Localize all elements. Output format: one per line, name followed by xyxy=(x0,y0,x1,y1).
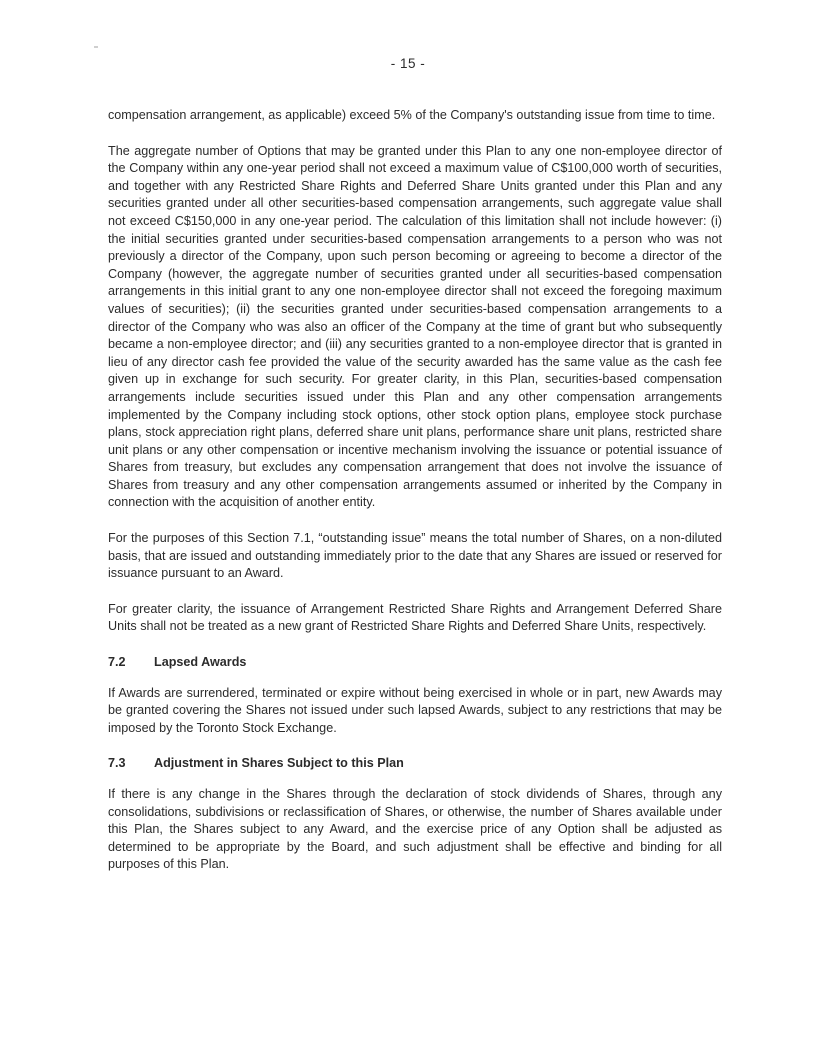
paragraph-director-limit: The aggregate number of Options that may be granted under this Plan to any one non-employee director of the Company within any one-year period shall not exceed a maximum value of C$100,000 worth of securities, and together with any Restricted Share Rights and Deferred Share Units granted under this Plan and any securities granted under all other securities-based compensation arrangements, such aggregate value shall not exceed C$150,000 in any one-year period. The calculation of this limitation shall not include however: (i) the initial securities granted under securities-based compensation arrangements to a person who was not previously a director of the Company, upon such person becoming or agreeing to become a director of the Company (however, the aggregate number of securities granted under all securities-based compensation arrangements in this initial grant to any one non-employee director shall not exceed the foregoing maximum values of securities); (ii) the securities granted under securities-based compensation arrangements to a director of the Company who was also an officer of the Company at the time of grant but who subsequently became a non-employee director; and (iii) any securities granted to a non-employee director that is granted in lieu of any director cash fee provided the value of the security awarded has the same value as the cash fee given up in exchange for such security. For greater clarity, in this Plan, securities-based compensation arrangements include securities issued under this Plan and any other compensation arrangements implemented by the Company including stock options, other stock option plans, employee stock purchase plans, stock appreciation right plans, deferred share unit plans, performance share unit plans, restricted share unit plans or any other compensation or incentive mechanism involving the issuance or potential issuance of Shares from treasury, but excludes any compensation arrangement that does not involve the issuance of Shares from treasury and any other compensation arrangements assumed or inherited by the Company in connection with the acquisition of another entity. xyxy=(108,143,722,510)
scan-artifact xyxy=(94,46,98,48)
document-body xyxy=(108,107,722,892)
page-number: - 15 - xyxy=(390,56,426,71)
paragraph-outstanding-issue: For the purposes of this Section 7.1, “outstanding issue” means the total number of Shares, on a non-diluted basis, that are issued and outstanding immediately prior to the date that any Shares are issued or reserved for issuance pursuant to an Award. xyxy=(108,531,722,581)
paragraph-continuation: compensation arrangement, as applicable) exceed 5% of the Company's outstanding issue from time to time. xyxy=(108,108,716,122)
section-heading-adjustment xyxy=(108,755,722,773)
section-number: 7.2 xyxy=(108,655,126,670)
section-number: 7.3 xyxy=(108,756,126,771)
section-title: Lapsed Awards xyxy=(154,655,247,670)
paragraph-adjustment: If there is any change in the Shares through the declaration of stock dividends of Shares, through any consolidations, subdivisions or reclassification of Shares, or otherwise, the number of Shares available under this Plan, the Shares subject to any Award, and the exercise price of any Option shall be adjusted as determined to be appropriate by the Board, and such adjustment shall be effective and binding for all purposes of this Plan. xyxy=(108,787,722,872)
paragraph-lapsed-awards: If Awards are surrendered, terminated or expire without being exercised in whole or in part, new Awards may be granted covering the Shares not issued under such lapsed Awards, subject to any restrictions that may be imposed by the Toronto Stock Exchange. xyxy=(108,685,722,735)
paragraph-arrangement-clarity: For greater clarity, the issuance of Arrangement Restricted Share Rights and Arrangement Deferred Share Units shall not be treated as a new grant of Restricted Share Rights and Deferred Share Units, respectively. xyxy=(108,601,722,634)
section-heading-lapsed-awards xyxy=(108,654,722,672)
section-title: Adjustment in Shares Subject to this Plan xyxy=(154,756,404,771)
